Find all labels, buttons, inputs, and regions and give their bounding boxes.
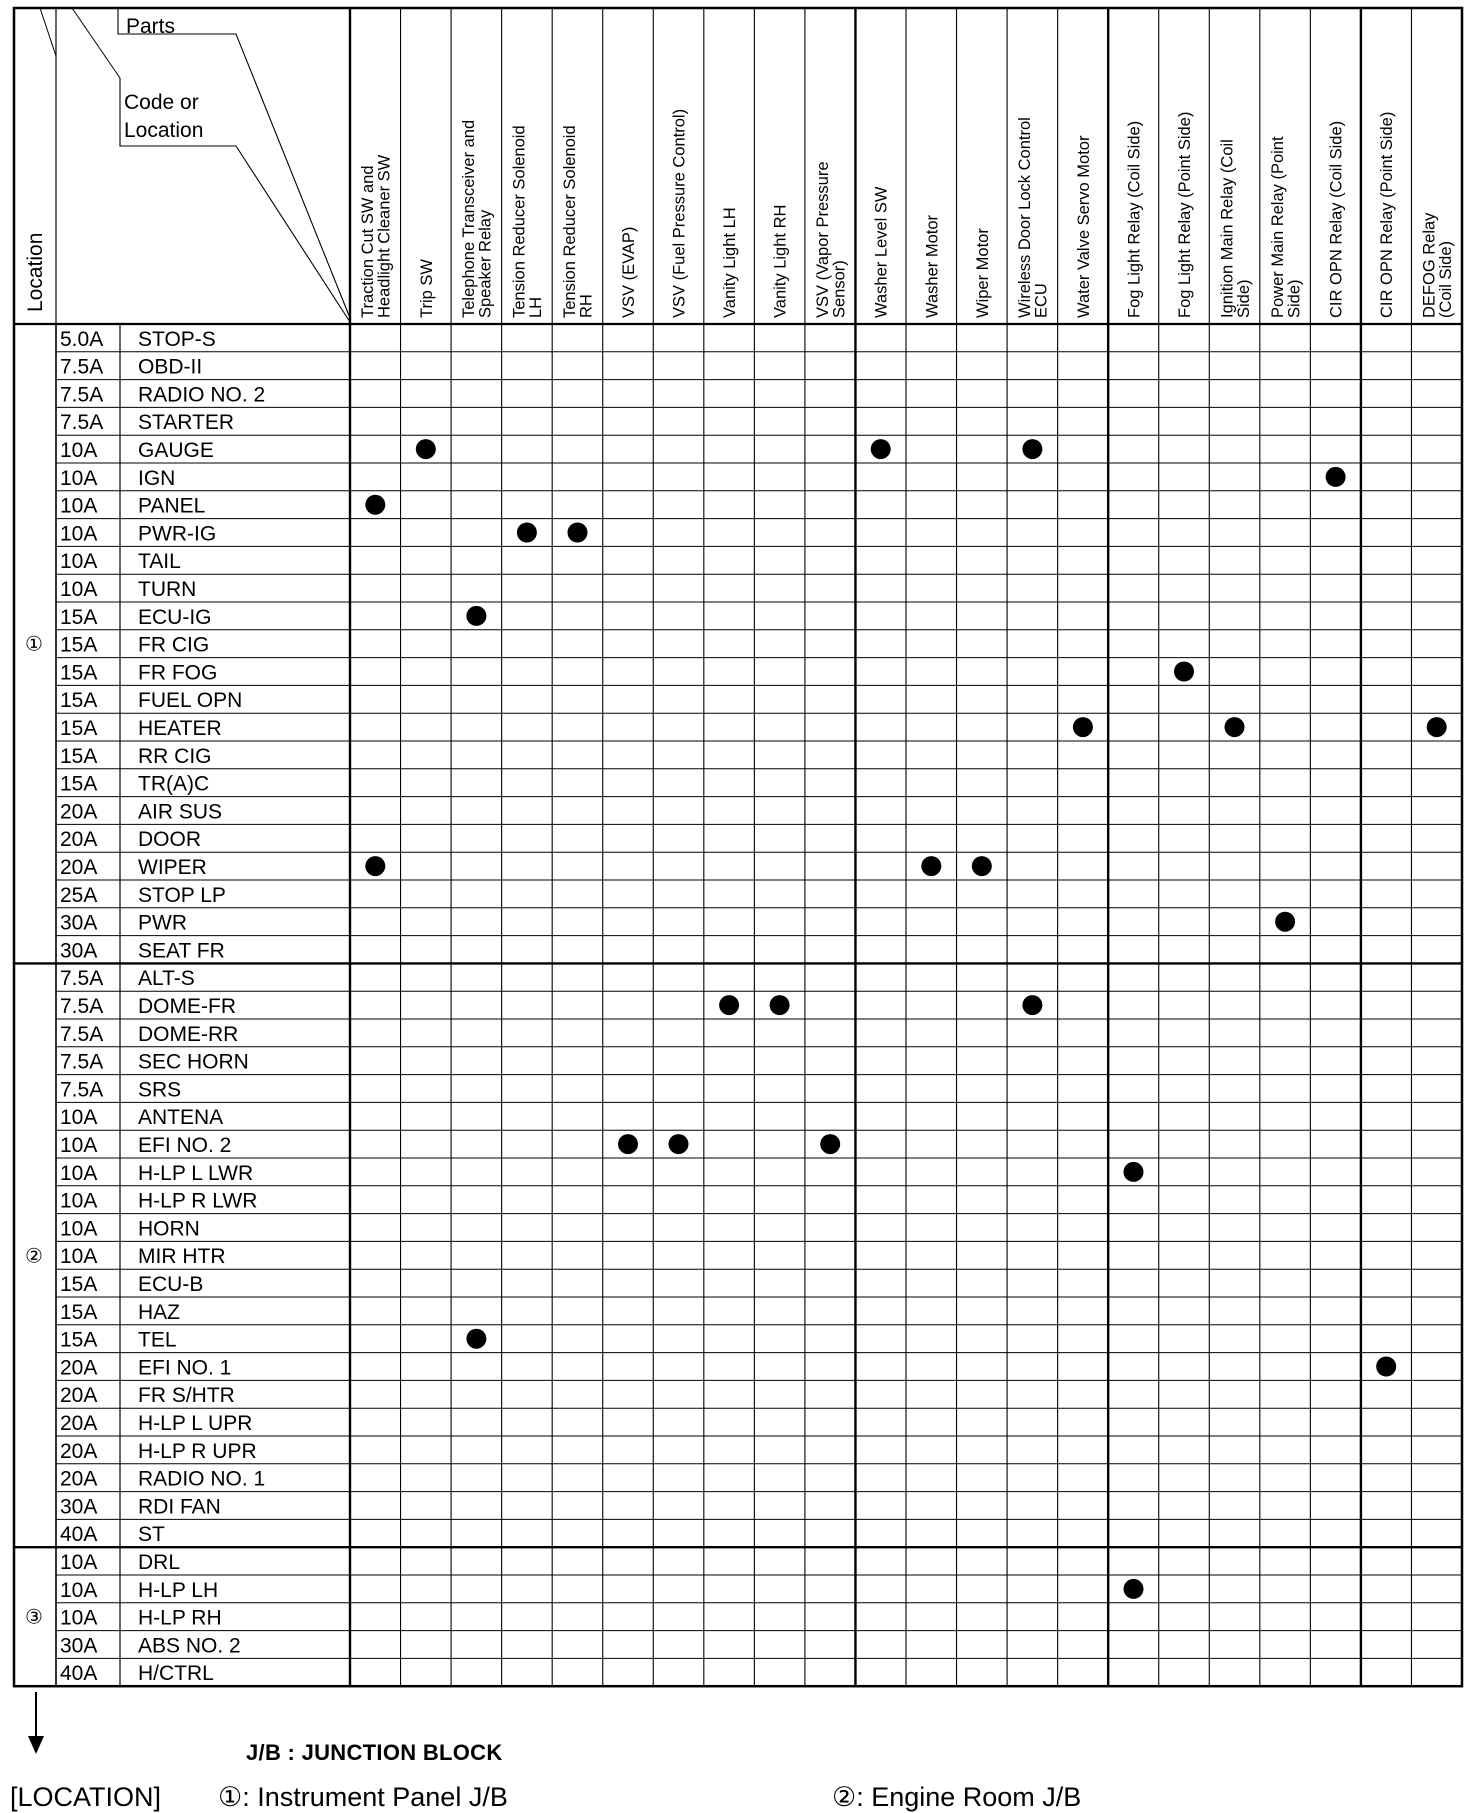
fuse-amp-obd-ii: 7.5A	[60, 355, 104, 379]
fuse-name-antena: ANTENA	[138, 1106, 224, 1130]
column-header-14-line-1: Wireless Door Lock Control	[1016, 117, 1035, 318]
fuse-name-dome-fr: DOME-FR	[138, 995, 236, 1018]
connection-dot	[466, 606, 486, 626]
fuse-amp-h-lp-l-upr: 20A	[60, 1412, 98, 1435]
connection-dot	[618, 1134, 638, 1154]
fuse-name-ecu-b: ECU-B	[138, 1273, 204, 1296]
column-header-1-line-2: Headlight Cleaner SW	[375, 154, 394, 318]
fuse-name-wiper: WIPER	[138, 856, 207, 879]
location-legend-item-1: ①: Instrument Panel J/B	[218, 1782, 508, 1812]
fuse-name-drl: DRL	[138, 1551, 181, 1574]
fuse-name-pwr: PWR	[138, 911, 187, 935]
fuse-amp-h-lp-rh: 10A	[60, 1606, 98, 1630]
header-diagonal	[40, 8, 56, 56]
fuse-amp-ecu-ig: 15A	[60, 605, 98, 629]
fuse-amp-ecu-b: 15A	[60, 1273, 98, 1296]
location-header-label: Location	[24, 232, 47, 312]
column-header-2-line-1: Trip SW	[417, 259, 436, 318]
connection-dot	[365, 856, 385, 876]
fuse-name-srs: SRS	[138, 1078, 182, 1102]
fuse-name-tail: TAIL	[138, 550, 181, 574]
column-header-8-line-1: Vanity Light LH	[721, 207, 740, 318]
fuse-name-dome-rr: DOME-RR	[138, 1022, 239, 1046]
connection-dot	[1376, 1357, 1396, 1377]
fuse-rows	[60, 328, 265, 1685]
column-header-13-line-1: Wiper Motor	[973, 228, 992, 318]
fuse-name-h-lp-l-lwr: H-LP L LWR	[138, 1161, 254, 1185]
connection-dot	[416, 439, 436, 459]
location-label-2: ②	[25, 1245, 43, 1268]
connection-dot	[517, 523, 537, 543]
column-header-3-line-2: Speaker Relay	[476, 209, 495, 318]
column-header-5-line-2: RH	[577, 294, 596, 318]
fuse-amp-horn: 10A	[60, 1217, 98, 1241]
column-header-20-line-1: CIR OPN Relay (Coil Side)	[1327, 120, 1346, 318]
connection-dot	[1427, 717, 1447, 737]
fuse-amp-h-lp-r-lwr: 10A	[60, 1189, 98, 1213]
column-header-11-line-1: Washer Level SW	[872, 186, 891, 318]
location-labels	[25, 634, 43, 1629]
fuse-name-h-lp-r-upr: H-LP R UPR	[138, 1439, 257, 1463]
fuse-amp-h-ctrl: 40A	[60, 1662, 98, 1686]
fuse-name-alt-s: ALT-S	[138, 967, 195, 991]
fuse-name-stop-lp: STOP LP	[138, 883, 226, 907]
connection-dot	[1174, 662, 1194, 682]
fuse-amp-st: 40A	[60, 1523, 98, 1547]
connection-dot	[1022, 995, 1042, 1015]
fuse-amp-h-lp-r-upr: 20A	[60, 1439, 98, 1463]
fuse-name-ign: IGN	[138, 466, 176, 490]
fuse-name-h-lp-r-lwr: H-LP R LWR	[138, 1189, 258, 1213]
fuse-amp-fuel-opn: 15A	[60, 689, 98, 713]
fuse-name-rr-cig: RR CIG	[138, 744, 212, 768]
fuse-amp-rdi-fan: 30A	[60, 1495, 98, 1519]
column-headers	[24, 8, 1455, 324]
fuse-amp-rr-cig: 15A	[60, 744, 98, 768]
fuse-name-st: ST	[138, 1523, 165, 1547]
connection-dot	[466, 1329, 486, 1349]
column-header-6-line-1: VSV (EVAP)	[620, 226, 638, 318]
column-header-10-line-2: Sensor)	[830, 260, 849, 318]
column-header-9-line-1: Vanity Light RH	[771, 204, 790, 318]
fuse-name-stop-s: STOP-S	[138, 327, 216, 351]
column-header-22-line-1: DEFOG Relay	[1420, 212, 1439, 318]
fuse-name-mir-htr: MIR HTR	[138, 1245, 226, 1269]
fuse-name-starter: STARTER	[138, 411, 235, 435]
fuse-amp-efi-no-1: 20A	[60, 1356, 98, 1380]
column-header-14-line-2: ECU	[1032, 283, 1051, 318]
fuse-amp-antena: 10A	[60, 1106, 98, 1130]
fuse-amp-panel: 10A	[60, 494, 98, 518]
connection-dot	[1124, 1162, 1144, 1182]
fuse-amp-fr-cig: 15A	[60, 633, 98, 657]
fuse-name-pwr-ig: PWR-IG	[138, 522, 217, 546]
code-label-line-2: Location	[124, 119, 204, 142]
fuse-name-door: DOOR	[138, 828, 201, 852]
fuse-amp-drl: 10A	[60, 1551, 98, 1574]
fuse-name-ecu-ig: ECU-IG	[138, 605, 212, 629]
connection-dot	[1225, 717, 1245, 737]
fuse-name-haz: HAZ	[138, 1300, 180, 1324]
location-label-1: ①	[25, 633, 43, 656]
fuse-amp-efi-no-2: 10A	[60, 1134, 98, 1157]
column-header-7-line-1: VSV (Fuel Pressure Control)	[670, 108, 689, 318]
column-header-12-line-1: Washer Motor	[923, 215, 942, 318]
fuse-name-h-lp-l-upr: H-LP L UPR	[138, 1412, 253, 1435]
junction-block-title: J/B : JUNCTION BLOCK	[246, 1740, 503, 1765]
column-header-5-line-1: Tension Reducer Solenoid	[561, 125, 580, 318]
column-header-19-line-2: Side)	[1285, 279, 1304, 318]
column-header-15-line-1: Water Valve Servo Motor	[1074, 135, 1093, 318]
fuse-name-tr-a-c: TR(A)C	[138, 772, 210, 796]
fuse-amp-stop-lp: 25A	[60, 883, 98, 907]
column-header-10-line-1: VSV (Vapor Pressure	[813, 161, 832, 318]
fuse-amp-wiper: 20A	[60, 856, 98, 879]
fuse-name-heater: HEATER	[138, 717, 222, 740]
column-header-3-line-1: Telephone Transceiver and	[460, 119, 479, 318]
fuse-name-abs-no-2: ABS NO. 2	[138, 1634, 241, 1658]
fuse-name-radio-no-1: RADIO NO. 1	[138, 1467, 266, 1491]
fuse-amp-haz: 15A	[60, 1300, 98, 1324]
fuse-amp-abs-no-2: 30A	[60, 1634, 98, 1658]
code-label-leader	[120, 78, 350, 322]
fuse-name-fr-cig: FR CIG	[138, 633, 210, 657]
fuse-amp-sec-horn: 7.5A	[60, 1050, 104, 1074]
fuse-name-horn: HORN	[138, 1217, 200, 1241]
fuse-name-obd-ii: OBD-II	[138, 355, 203, 379]
column-header-22-line-2: (Coil Side)	[1437, 240, 1455, 318]
fuse-amp-radio-no-1: 20A	[60, 1467, 98, 1491]
fuse-name-fr-fog: FR FOG	[138, 661, 218, 685]
fuse-amp-door: 20A	[60, 828, 98, 852]
connection-dot	[770, 995, 790, 1015]
parts-label-leader	[118, 8, 350, 318]
parts-label: Parts	[126, 15, 176, 38]
connection-dot	[1022, 439, 1042, 459]
connection-dot	[669, 1134, 689, 1154]
fuse-name-fuel-opn: FUEL OPN	[138, 689, 243, 713]
fuse-name-h-ctrl: H/CTRL	[138, 1662, 214, 1686]
connection-dot	[1124, 1579, 1144, 1599]
column-header-17-line-1: Fog Light Relay (Point Side)	[1176, 111, 1194, 318]
fuse-name-gauge: GAUGE	[138, 439, 214, 462]
column-header-4-line-1: Tension Reducer Solenoid	[510, 125, 529, 318]
connection-dot	[820, 1134, 840, 1154]
fuse-amp-fr-s-htr: 20A	[60, 1384, 98, 1408]
fuse-amp-gauge: 10A	[60, 439, 98, 462]
connection-dot	[972, 856, 992, 876]
fuse-name-h-lp-lh: H-LP LH	[138, 1578, 219, 1602]
connection-dot	[568, 523, 588, 543]
fuse-amp-ign: 10A	[60, 466, 98, 490]
column-header-4-line-2: LH	[527, 296, 546, 318]
fuse-amp-heater: 15A	[60, 717, 98, 740]
connection-dot	[1073, 717, 1093, 737]
column-header-18-line-2: Side)	[1234, 279, 1253, 318]
fuse-amp-air-sus: 20A	[60, 800, 98, 824]
fuse-amp-h-lp-l-lwr: 10A	[60, 1161, 98, 1185]
fuse-amp-fr-fog: 15A	[60, 661, 98, 685]
fuse-amp-stop-s: 5.0A	[60, 327, 104, 351]
connection-dot	[1326, 467, 1346, 487]
fuse-name-efi-no-1: EFI NO. 1	[138, 1356, 232, 1380]
fuse-amp-starter: 7.5A	[60, 411, 104, 435]
fuse-amp-alt-s: 7.5A	[60, 967, 104, 991]
column-header-16-line-1: Fog Light Relay (Coil Side)	[1125, 120, 1144, 318]
header-diagonal	[72, 8, 120, 78]
fuse-name-tel: TEL	[138, 1328, 177, 1352]
fuse-amp-tr-a-c: 15A	[60, 772, 98, 796]
connection-dot	[871, 439, 891, 459]
fuse-name-efi-no-2: EFI NO. 2	[138, 1134, 232, 1157]
column-header-18-line-1: Ignition Main Relay (Coil	[1218, 139, 1237, 318]
fuse-amp-dome-fr: 7.5A	[60, 995, 104, 1018]
location-label-3: ③	[25, 1606, 43, 1629]
fuse-amp-radio-no-2: 7.5A	[60, 383, 104, 407]
column-header-1-line-1: Traction Cut SW and	[359, 165, 377, 318]
location-legend-item-2: ②: Engine Room J/B	[832, 1782, 1082, 1812]
fuse-name-seat-fr: SEAT FR	[138, 939, 225, 963]
fuse-amp-tel: 15A	[60, 1328, 98, 1352]
fuse-amp-h-lp-lh: 10A	[60, 1578, 98, 1602]
fuse-name-fr-s-htr: FR S/HTR	[138, 1384, 235, 1408]
connection-dot	[365, 495, 385, 515]
column-header-19-line-1: Power Main Relay (Point	[1268, 136, 1287, 318]
fuse-amp-srs: 7.5A	[60, 1078, 104, 1102]
fuse-name-turn: TURN	[138, 578, 197, 601]
fuse-name-radio-no-2: RADIO NO. 2	[138, 383, 266, 407]
fuse-name-h-lp-rh: H-LP RH	[138, 1606, 222, 1630]
fuse-amp-pwr: 30A	[60, 911, 98, 935]
fuse-name-panel: PANEL	[138, 494, 206, 518]
fuse-amp-tail: 10A	[60, 550, 98, 574]
connection-dot	[921, 856, 941, 876]
fuse-name-air-sus: AIR SUS	[138, 800, 223, 824]
fuse-name-rdi-fan: RDI FAN	[138, 1495, 221, 1519]
column-header-21-line-1: CIR OPN Relay (Point Side)	[1378, 111, 1397, 318]
fuse-amp-turn: 10A	[60, 578, 98, 601]
fuse-amp-pwr-ig: 10A	[60, 522, 98, 546]
location-legend-tag: [LOCATION]	[10, 1782, 162, 1812]
code-label-line-1: Code or	[124, 91, 199, 114]
location-arrow-icon	[26, 1692, 46, 1756]
fuse-amp-dome-rr: 7.5A	[60, 1022, 104, 1046]
connection-dot	[1275, 912, 1295, 932]
fuse-amp-seat-fr: 30A	[60, 939, 98, 963]
connection-dot	[719, 995, 739, 1015]
fuse-name-sec-horn: SEC HORN	[138, 1050, 249, 1074]
fuse-amp-mir-htr: 10A	[60, 1245, 98, 1269]
